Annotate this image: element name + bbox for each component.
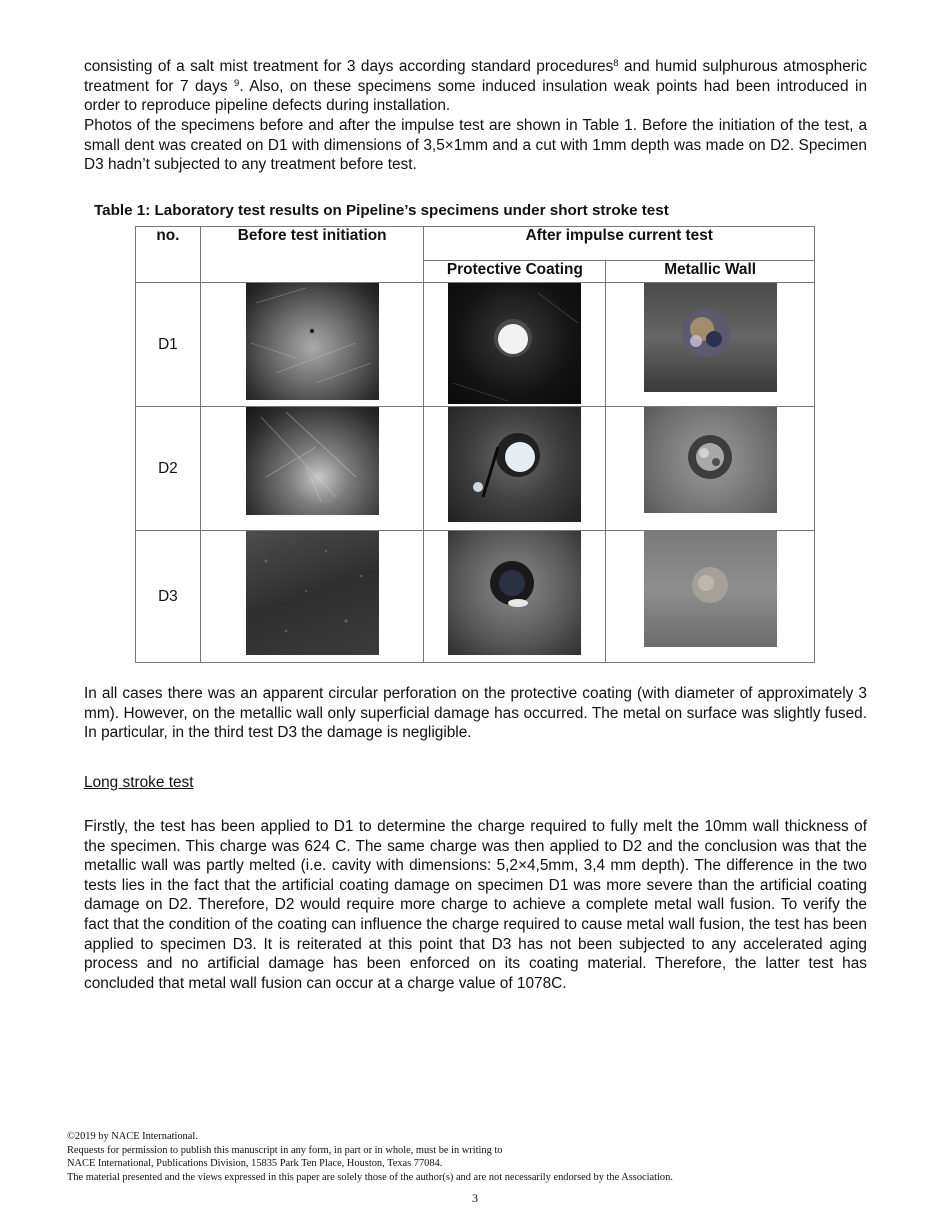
paragraph-long-stroke: Firstly, the test has been applied to D1 to determine the charge required to fully melt the 10mm wall thickness of the specimen. This charge was 624 C. The same charge was then applied to D2 and the conclusion was that the metallic wall was partly melted (i.e. cavity with dimensions: 5,2×4,5mm, 3,4 mm depth). The difference in the two tests lies in the fact that the artificial coating damage on specimen D1 was more severe than the artificial coating damage on D2. Therefore, D2 would require more charge to achieve a complete metal wall fusion. To verify the fact that the condition of the coating can influence the charge required to cause metal wall fusion, the test has been applied to specimen D3. It is reiterated at this point that D3 has not been subjected to any accelerated aging process and no artificial damage has been enforced on its coating material. Therefore, the latter test has concluded that metal wall fusion can occur at a charge value of 1078C. <box>84 818 867 992</box>
paragraph-text: and humid sulphurous atmospheric treatment for 7 days <box>84 58 867 95</box>
protective-coating-cell <box>424 531 606 663</box>
metallic-wall-cell <box>606 407 815 531</box>
table-row <box>136 283 815 407</box>
specimen-id: D3 <box>136 531 201 663</box>
specimen-photo-d2-before <box>246 407 379 515</box>
paragraph-results-summary: In all cases there was an apparent circular perforation on the protective coating (with diameter of approximately 3 mm). However, on the metallic wall only superficial damage has occurred. The metal on surface was slightly fused. In particular, in the third test D3 the damage is negligible. <box>84 685 867 742</box>
section-heading-long-stroke: Long stroke test <box>84 774 194 791</box>
reference-superscript: 8 <box>613 58 619 69</box>
table-row <box>136 531 815 663</box>
metallic-wall-cell <box>606 531 815 663</box>
header-after-test: After impulse current test <box>424 227 815 261</box>
paragraph-specimen-treatment <box>84 57 867 116</box>
footer-disclaimer: The material presented and the views expressed in this paper are solely those of the author(s) and are not necessarily endorsed by the Association. <box>67 1171 673 1183</box>
specimen-photo-d1-wall <box>644 283 777 392</box>
specimen-id: D1 <box>136 283 201 407</box>
paragraph-text: consisting of a salt mist treatment for 3 days according standard procedures <box>84 58 614 75</box>
page-number: 3 <box>472 1191 478 1205</box>
header-protective-coating: Protective Coating <box>424 261 606 283</box>
specimen-id: D2 <box>136 407 201 531</box>
specimen-photo-d3-coating <box>448 531 581 655</box>
footer-permission: Requests for permission to publish this manuscript in any form, in part or in whole, must be in writing to <box>67 1144 503 1156</box>
before-test-cell <box>200 283 424 407</box>
protective-coating-cell <box>424 407 606 531</box>
header-no: no. <box>136 227 201 283</box>
specimen-photo-d3-wall <box>644 531 777 647</box>
before-test-cell <box>200 531 424 663</box>
reference-superscript: 9 <box>234 77 240 89</box>
paragraph-specimen-photos: Photos of the specimens before and after the impulse test are shown in Table 1. Before the initiation of the test, a small dent was created on D1 with dimensions of 3,5×1mm and a cut with 1mm depth was made on D2. Specimen D3 hadn’t subjected to any treatment before test. <box>84 117 867 174</box>
specimen-photo-d1-coating <box>448 283 581 404</box>
protective-coating-cell <box>424 283 606 407</box>
table-caption: Table 1: Laboratory test results on Pipeline’s specimens under short stroke test <box>94 202 669 219</box>
table-row <box>136 407 815 531</box>
before-test-cell <box>200 407 424 531</box>
footer-address: NACE International, Publications Division, 15835 Park Ten Place, Houston, Texas 77084. <box>67 1158 443 1170</box>
specimen-photo-d2-coating <box>448 407 581 522</box>
footer <box>67 1130 673 1184</box>
header-before-test: Before test initiation <box>200 227 424 283</box>
specimen-photo-d2-wall <box>644 407 777 513</box>
results-table <box>135 226 815 663</box>
specimen-photo-d1-before <box>246 283 379 400</box>
specimen-photo-d3-before <box>246 531 379 655</box>
metallic-wall-cell <box>606 283 815 407</box>
paragraph-text: . Also, on these specimens some induced insulation weak points had been introduced in order to reproduce pipeline defects during installation. <box>84 77 868 115</box>
footer-copyright: ©2019 by NACE International. <box>67 1131 198 1142</box>
header-metallic-wall: Metallic Wall <box>606 261 815 283</box>
